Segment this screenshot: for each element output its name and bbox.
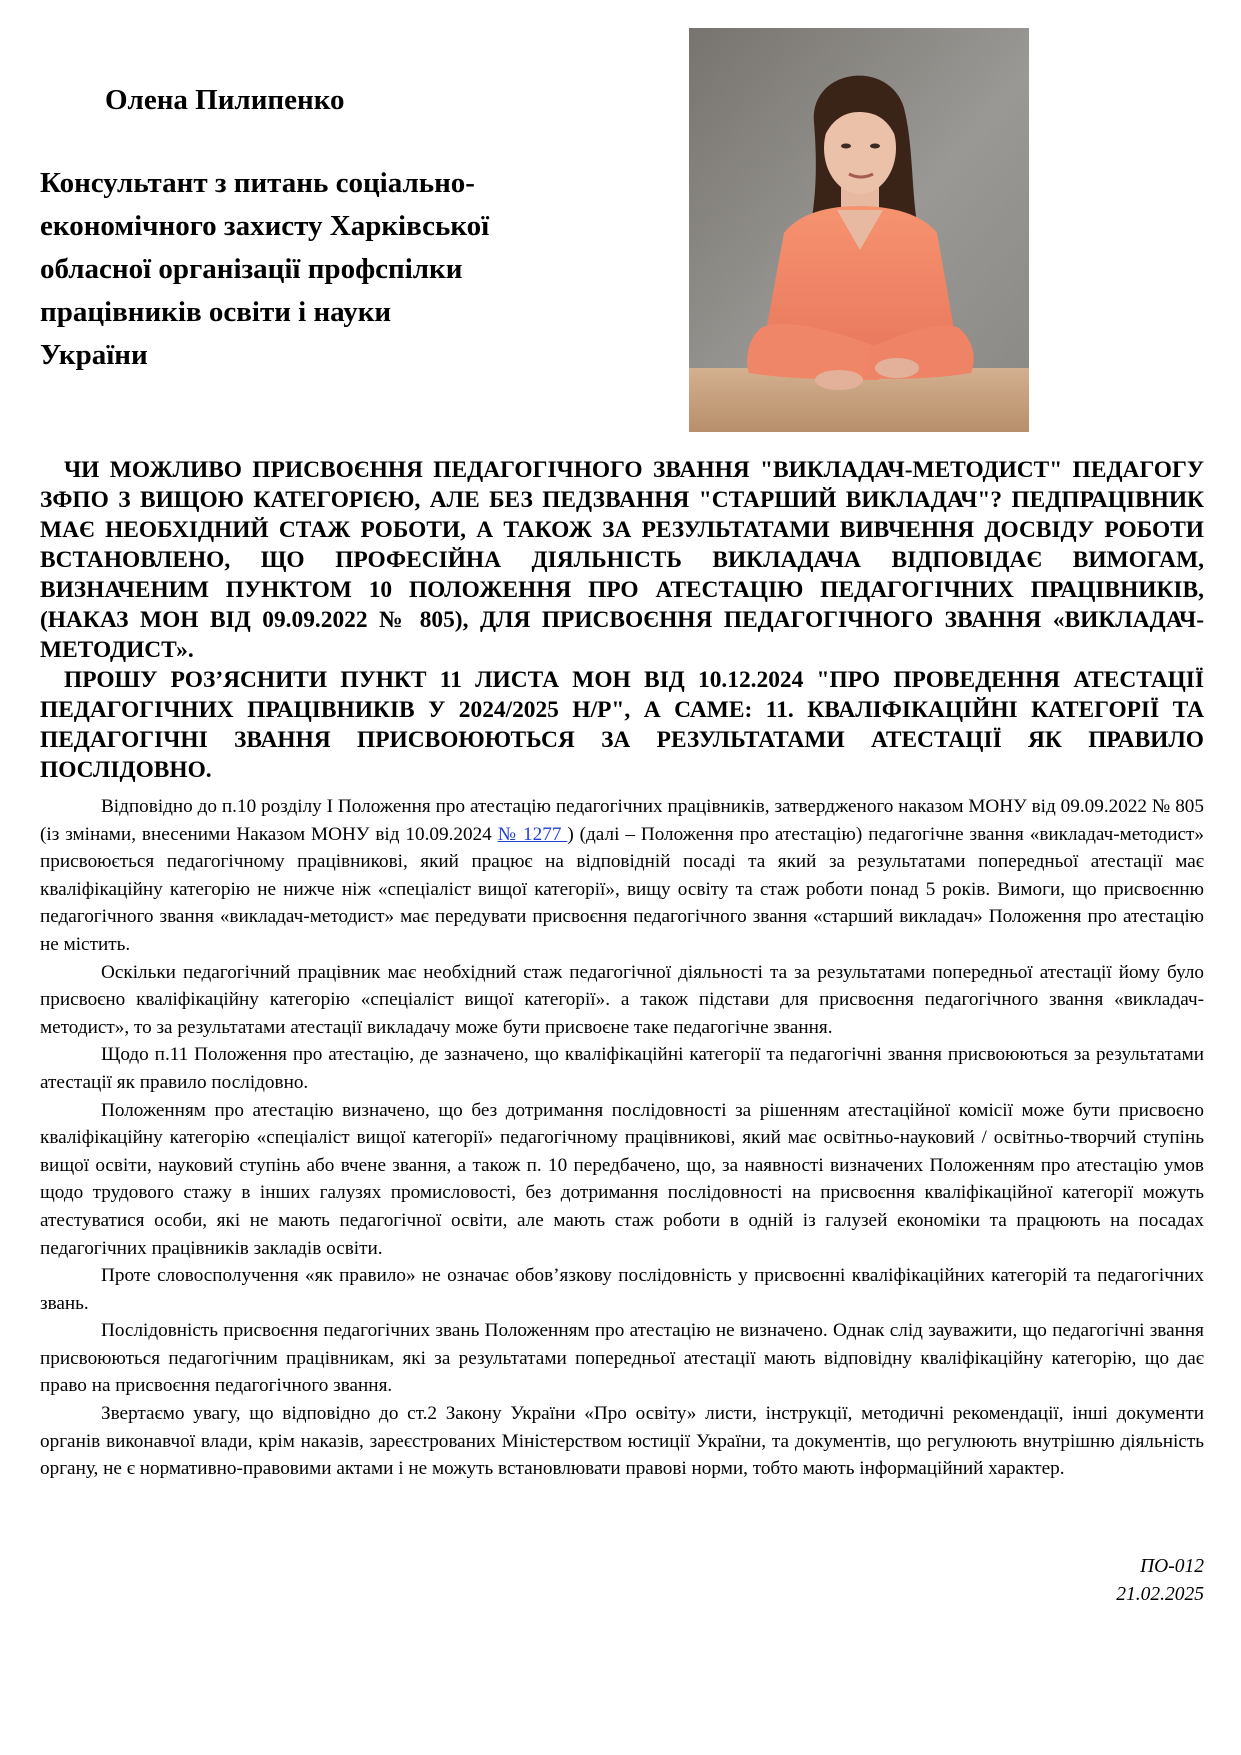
answer-paragraph: Оскільки педагогічний працівник має необхідний стаж педагогічної діяльності та за результатами попередньої атестації йому було присвоєно кваліфікаційну категорію «спеціаліст вищої категорії». а також підстави для присвоєння педагогічного звання «викладач-методист», то за результатами атестації викладачу може бути присвоєне таке педагогічне звання. [40, 961, 1204, 1038]
author-photo [689, 28, 1029, 432]
order-1277-link[interactable]: № 1277 [497, 823, 568, 845]
author-role-line: обласної організації профспілки [40, 253, 463, 285]
document-code: ПО-012 [1140, 1556, 1204, 1577]
answer-text: Відповідно до п.10 розділу І Положення про атестацію педагогічних працівників, затвердженого наказом МОНУ від 09.09.2022 № 805 (із змінами, внесеними Наказом МОНУ від 10.09.2024 [40, 796, 1204, 845]
answer-block [40, 793, 1204, 1483]
answer-paragraph: Послідовність присвоєння педагогічних звань Положенням про атестацію не визначено. Однак слід зауважити, що педагогічні звання присвоюються педагогічним працівникам, які за результатами попередньої атестації мають відповідну кваліфікаційну категорію, що дає право на присвоєння педагогічного звання. [40, 1320, 1204, 1397]
answer-paragraph: Щодо п.11 Положення про атестацію, де зазначено, що кваліфікаційні категорії та педагогічні звання присвоюються за результатами атестації як правило послідовно. [40, 1044, 1204, 1093]
person-portrait-icon [689, 28, 1029, 432]
answer-paragraph [40, 793, 1204, 959]
document-footer [1116, 1553, 1204, 1609]
author-role-line: працівників освіти і науки [40, 296, 392, 328]
answer-text: ) (далі – Положення про атестацію) педагогічне звання «викладач-методист» присвоюється педагогічному працівникові, який працює на відповідній посаді та який за результатами попередньої атестації має кваліфікаційну категорію не нижче ніж «спеціаліст вищої категорії», вищу освіту та стаж роботи понад 5 років. Вимоги, що присвоєнню педагогічного звання «викладач-методист» має передувати присвоєння педагогічного звання «старший викладач» Положення про атестацію не містить. [40, 823, 1204, 955]
question-block [40, 455, 1204, 785]
question-paragraph: ПРОШУ РОЗ’ЯСНИТИ ПУНКТ 11 ЛИСТА МОН ВІД 10.12.2024 "ПРО ПРОВЕДЕННЯ АТЕСТАЦІЇ ПЕДАГОГІЧНИХ ПРАЦІВНИКІВ У 2024/2025 Н/Р", А САМЕ: 11. КВАЛІФІКАЦІЙНІ КАТЕГОРІЇ ТА ПЕДАГОГІЧНІ ЗВАННЯ ПРИСВОЮЮТЬСЯ ЗА РЕЗУЛЬТАТАМИ АТЕСТАЦІЇ ЯК ПРАВИЛО ПОСЛІДОВНО. [40, 667, 1204, 783]
question-paragraph: ЧИ МОЖЛИВО ПРИСВОЄННЯ ПЕДАГОГІЧНОГО ЗВАННЯ "ВИКЛАДАЧ-МЕТОДИСТ" ПЕДАГОГУ ЗФПО З ВИЩОЮ КАТЕГОРІЄЮ, АЛЕ БЕЗ ПЕДЗВАННЯ "СТАРШИЙ ВИКЛАДАЧ"? ПЕДПРАЦІВНИК МАЄ НЕОБХІДНИЙ СТАЖ РОБОТИ, А ТАКОЖ ЗА РЕЗУЛЬТАТАМИ ВИВЧЕННЯ ДОСВІДУ РОБОТИ ВСТАНОВЛЕНО, ЩО ПРОФЕСІЙНА ДІЯЛЬНІСТЬ ВИКЛАДАЧА ВІДПОВІДАЄ ВИМОГАМ, ВИЗНАЧЕНИМ ПУНКТОМ 10 ПОЛОЖЕННЯ ПРО АТЕСТАЦІЮ ПЕДАГОГІЧНИХ ПРАЦІВНИКІВ, (НАКАЗ МОН ВІД 09.09.2022 № 805), ДЛЯ ПРИСВОЄННЯ ПЕДАГОГІЧНОГО ЗВАННЯ «ВИКЛАДАЧ-МЕТОДИСТ». [40, 457, 1204, 663]
answer-paragraph: Проте словосполучення «як правило» не означає обов’язкову послідовність у присвоєнні кваліфікаційних категорій та педагогічних звань. [40, 1265, 1204, 1314]
author-role [40, 162, 640, 377]
author-role-line: економічного захисту Харківської [40, 210, 490, 242]
author-role-line: Консультант з питань соціально- [40, 167, 475, 199]
author-name: Олена Пилипенко [105, 84, 345, 116]
author-role-line: України [40, 339, 148, 371]
document-date: 21.02.2025 [1116, 1584, 1204, 1605]
answer-paragraph: Положенням про атестацію визначено, що без дотримання послідовності за рішенням атестаційної комісії може бути присвоєно кваліфікаційну категорію «спеціаліст вищої категорії» педагогічному працівникові, який має освітньо-науковий / освітньо-творчий ступінь вищої освіти, науковий ступінь або вчене звання, а також п. 10 передбачено, що, за наявності визначених Положенням про атестацію умов щодо трудового стажу в інших галузях промисловості, без дотримання послідовності на присвоєння кваліфікаційної категорії можуть атестуватися особи, які не мають педагогічної освіти, але мають стаж роботи в одній із галузей економіки та працюють на посадах педагогічних працівників закладів освіти. [40, 1099, 1204, 1259]
answer-paragraph: Звертаємо увагу, що відповідно до ст.2 Закону України «Про освіту» листи, інструкції, методичні рекомендації, інші документи органів виконавчої влади, крім наказів, зареєстрованих Міністерством юстиції України, та документів, що регулюють внутрішню діяльність органу, не є нормативно-правовими актами і не можуть встановлювати правові норми, тобто мають інформаційний характер. [40, 1403, 1204, 1480]
